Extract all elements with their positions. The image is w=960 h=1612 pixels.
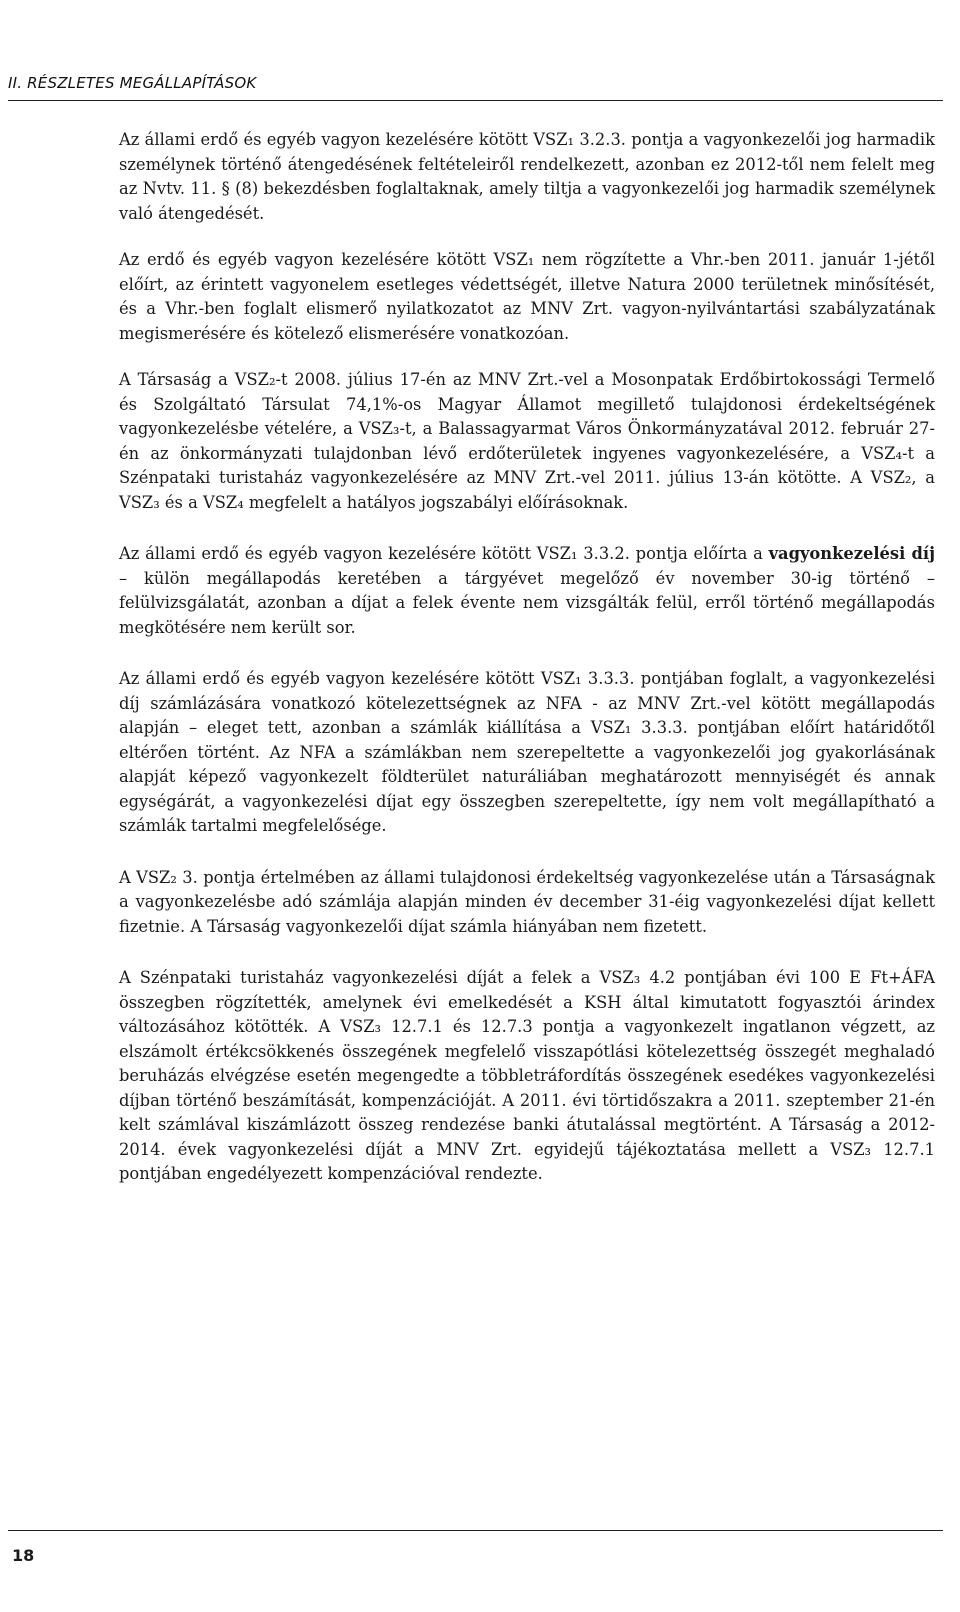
paragraph-4-lead: Az állami erdő és egyéb vagyon kezelésére kötött VSZ₁ 3.3.2. pontja előírta a [119, 544, 769, 563]
paragraph-2: Az erdő és egyéb vagyon kezelésére kötött VSZ₁ nem rögzítette a Vhr.-ben 2011. január 1-jétől előírt, az érintett vagyonelem esetleges védettségét, illetve Natura 2000 területnek minősítését, és a Vhr.-ben foglalt elismerő nyilatkozatot az MNV Zrt. vagyon-nyilvántartási szabályzatának megismerésére és kötelező elismerésére vonatkozóan. [119, 250, 935, 343]
emphasis-vagyonkezelesi-dij: vagyonkezelési díj [768, 544, 935, 563]
paragraph-3: A Társaság a VSZ₂-t 2008. július 17-én az MNV Zrt.-vel a Mosonpatak Erdőbirtokossági Termelő és Szolgáltató Társulat 74,1%-os Magyar Államot megillető tulajdonosi érdekeltségének vagyonkezelésbe vételére, a VSZ₃-t, a Balassagyarmat Város Önkormányzatával 2012. február 27-én az önkormányzati tulajdonban lévő erdőterületek ingyenes vagyonkezelésére, a VSZ₄-t a Szénpataki turistaház vagyonkezelésére az MNV Zrt.-vel 2011. július 13-án kötötte. A VSZ₂, a VSZ₃ és a VSZ₄ megfelelt a hatályos jogszabályi előírásoknak. [119, 370, 935, 512]
paragraph-5: Az állami erdő és egyéb vagyon kezelésére kötött VSZ₁ 3.3.3. pontjában foglalt, a vagyonkezelési díj számlázására vonatkozó kötelezettségnek az NFA - az MNV Zrt.-vel kötött megállapodás alapján – eleget tett, azonban a számlák kiállítása a VSZ₁ 3.3.3. pontjában előírt határidőtől eltérően történt. Az NFA a számlákban nem szerepeltette a vagyonkezelői jog gyakorlásának alapját képező vagyonkezelt földterület naturáliában meghatározott mennyiségét és annak egységárát, a vagyonkezelési díjat egy összegben szerepeltette, így nem volt megállapítható a számlák tartalmi megfelelősége. [119, 669, 935, 835]
header-divider [8, 100, 943, 101]
paragraph-1: Az állami erdő és egyéb vagyon kezelésére kötött VSZ₁ 3.2.3. pontja a vagyonkezelői jog harmadik személynek történő átengedésének feltételeiről rendelkezett, azonban ez 2012-től nem felelt meg az Nvtv. 11. § (8) bekezdésben foglaltaknak, amely tiltja a vagyonkezelői jog harmadik személynek való átengedését. [119, 130, 935, 223]
page-number: 18 [12, 1546, 35, 1565]
paragraph-4 [119, 542, 935, 640]
paragraph-7: A Szénpataki turistaház vagyonkezelési díját a felek a VSZ₃ 4.2 pontjában évi 100 E Ft+ÁFA összegben rögzítették, amelynek évi emelkedését a KSH által kimutatott fogyasztói árindex változásához kötötték. A VSZ₃ 12.7.1 és 12.7.3 pontja a vagyonkezelt ingatlanon végzett, az elszámolt értékcsökkenés összegének megfelelő visszapótlási kötelezettség összegét meghaladó beruházás elvégzése esetén megengedte a többletráfordítás összegének esedékes vagyonkezelési díjban történő beszámítását, kompenzációját. A 2011. évi törtidőszakra a 2011. szeptember 21-én kelt számlával kiszámlázott összeg rendezése banki átutalással megtörtént. A Társaság a 2012-2014. évek vagyonkezelési díját a MNV Zrt. egyidejű tájékoztatása mellett a VSZ₃ 12.7.1 pontjában engedélyezett kompenzációval rendezte. [119, 968, 935, 1183]
paragraph-6: A VSZ₂ 3. pontja értelmében az állami tulajdonosi érdekeltség vagyonkezelése után a Társaságnak a vagyonkezelésbe adó számlája alapján minden év december 31-éig vagyonkezelési díjat kellett fizetnie. A Társaság vagyonkezelői díjat számla hiányában nem fizetett. [119, 867, 935, 936]
section-title: II. RÉSZLETES MEGÁLLAPÍTÁSOK [8, 74, 257, 92]
paragraph-4-rest: – külön megállapodás keretében a tárgyévet megelőző év november 30-ig történő – felülvizsgálatát, azonban a díjat a felek évente nem vizsgálták felül, erről történő megállapodás megkötésére nem került sor. [119, 568, 935, 637]
document-body [119, 128, 935, 1187]
footer-divider [8, 1530, 943, 1531]
